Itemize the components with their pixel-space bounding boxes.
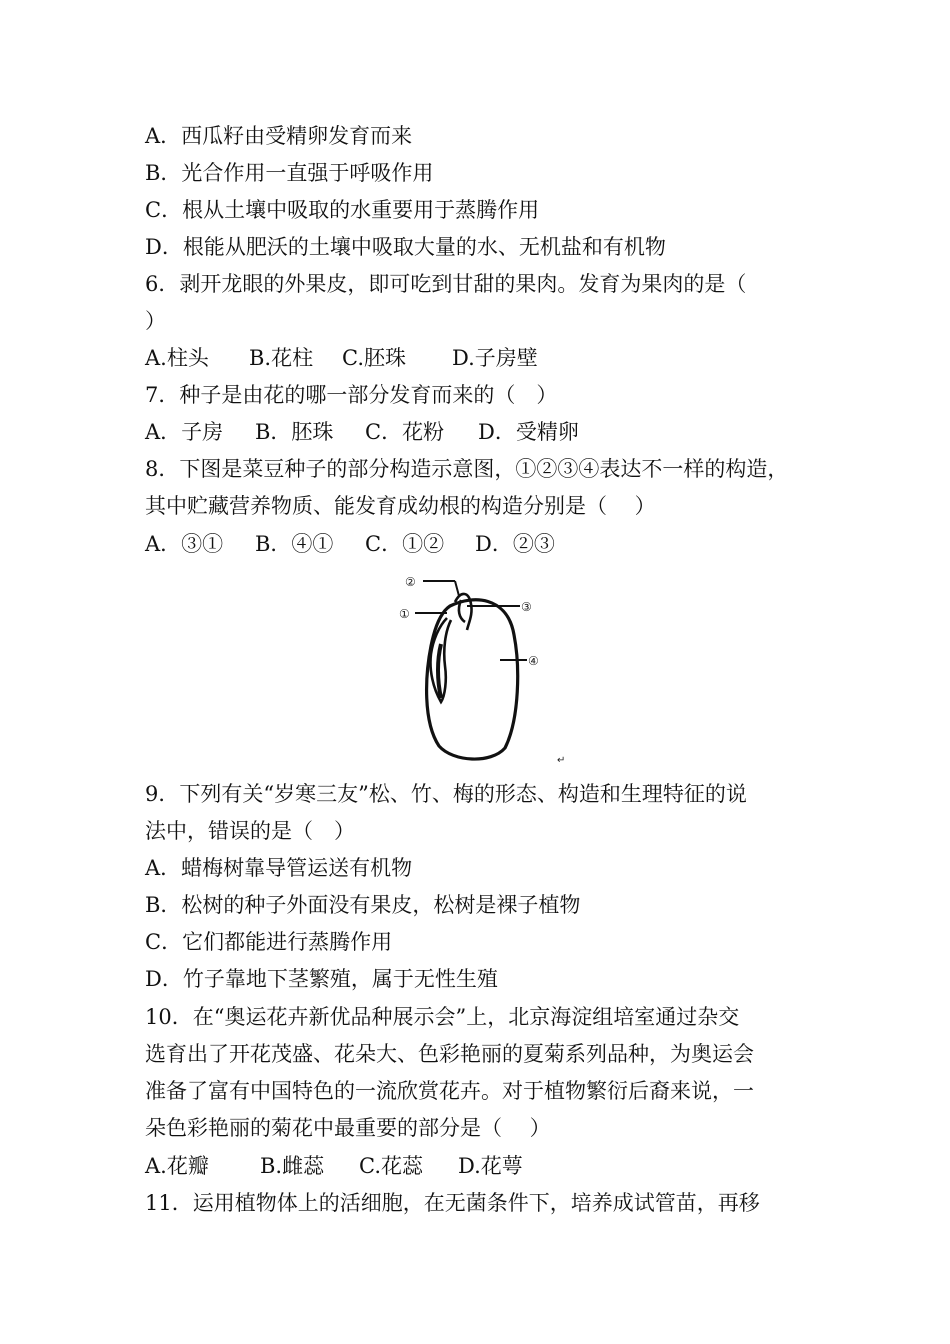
bean-seed-diagram — [395, 570, 575, 770]
figure-label-4: ④ — [528, 654, 539, 668]
figure-label-2: ② — [405, 575, 416, 589]
q9-option-c: C．它们都能进行蒸腾作用 — [145, 930, 393, 954]
q8-option-a: A．③① — [145, 532, 224, 556]
q9-option-d: D．竹子靠地下茎繁殖，属于无性生殖 — [145, 967, 498, 991]
q7-option-d: D．受精卵 — [478, 420, 579, 444]
q6-stem-line2: ） — [145, 309, 166, 333]
embryo-shape — [455, 594, 472, 630]
q10-option-b: B.雌蕊 — [260, 1154, 325, 1178]
q10-stem-line3: 准备了富有中国特色的一流欣赏花卉。对于植物繁衍后裔来说，一 — [145, 1079, 754, 1103]
q5-option-c: C．根从土壤中吸取的水重要用于蒸腾作用 — [145, 198, 540, 222]
q8-option-c: C．①② — [365, 532, 445, 556]
q5-option-b: B．光合作用一直强于呼吸作用 — [145, 161, 434, 185]
seed-outline — [427, 600, 518, 759]
q7-stem: 7．种子是由花的哪一部分发育而来的（ ） — [145, 383, 558, 407]
q10-option-a: A.花瓣 — [145, 1154, 209, 1178]
q6-stem-line1: 6．剥开龙眼的外果皮，即可吃到甘甜的果肉。发育为果肉的是（ — [145, 272, 747, 296]
figure-label-3: ③ — [521, 600, 532, 614]
q8-options — [145, 530, 555, 558]
q8-option-b: B．④① — [255, 532, 334, 556]
q10-option-c: C.花蕊 — [359, 1154, 423, 1178]
q7-option-b: B．胚珠 — [255, 420, 334, 444]
q10-stem-line4: 朵色彩艳丽的菊花中最重要的部分是（ ） — [145, 1116, 551, 1140]
q5-option-a: A．西瓜籽由受精卵发育而来 — [145, 124, 413, 148]
figure-label-1: ① — [399, 607, 410, 621]
q10-option-d: D.花萼 — [458, 1154, 523, 1178]
q6-option-c: C.胚珠 — [342, 346, 406, 370]
q7-option-c: C．花粉 — [365, 420, 445, 444]
q8-option-d: D．②③ — [475, 532, 555, 556]
q8-stem-line2: 其中贮藏营养物质、能发育成幼根的构造分别是（ ） — [145, 494, 656, 518]
q10-options — [145, 1152, 523, 1180]
q6-options — [145, 344, 538, 372]
leader-line-2-down — [455, 581, 459, 596]
hypocotyl-shape — [438, 644, 441, 698]
q7-option-a: A．子房 — [145, 420, 224, 444]
q6-option-a: A.柱头 — [145, 346, 209, 370]
q10-stem-line1: 10．在“奥运花卉新优品种展示会”上，北京海淀组培室通过杂交 — [145, 1005, 740, 1029]
q10-stem-line2: 选育出了开花茂盛、花朵大、色彩艳丽的夏菊系列品种，为奥运会 — [145, 1042, 754, 1066]
q6-option-d: D.子房壁 — [452, 346, 538, 370]
q9-option-a: A．蜡梅树靠导管运送有机物 — [145, 856, 413, 880]
q8-stem-line1: 8．下图是菜豆种子的部分构造示意图，①②③④表达不一样的构造， — [145, 457, 789, 481]
q9-stem-line2: 法中，错误的是（ ） — [145, 819, 355, 843]
q7-options — [145, 418, 579, 446]
q11-stem-line1: 11．运用植物体上的活细胞，在无菌条件下，培养成试管苗，再移 — [145, 1191, 760, 1215]
q5-option-d: D．根能从肥沃的土壤中吸取大量的水、无机盐和有机物 — [145, 235, 666, 259]
q9-stem-line1: 9．下列有关“岁寒三友”松、竹、梅的形态、构造和生理特征的说 — [145, 782, 747, 806]
q9-option-b: B．松树的种子外面没有果皮，松树是裸子植物 — [145, 893, 581, 917]
q6-option-b: B.花柱 — [249, 346, 314, 370]
return-mark: ↵ — [557, 755, 566, 766]
